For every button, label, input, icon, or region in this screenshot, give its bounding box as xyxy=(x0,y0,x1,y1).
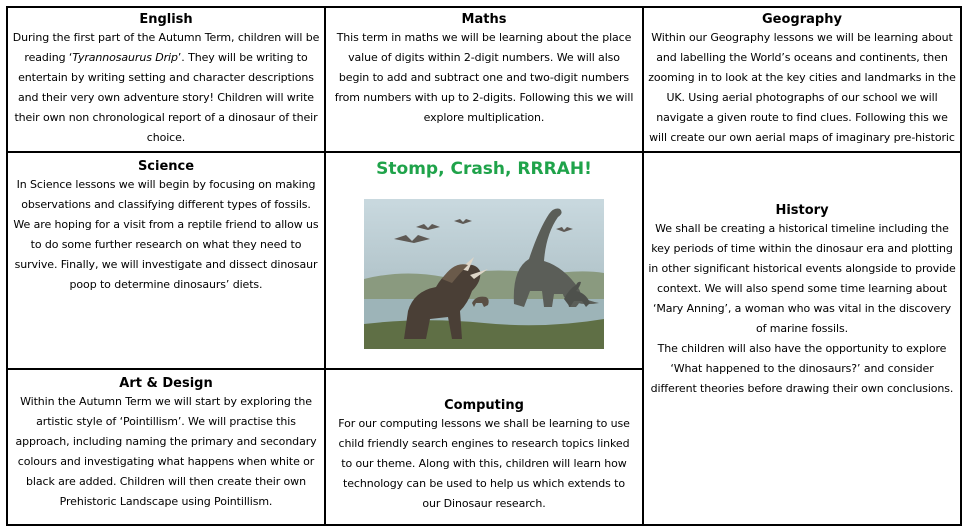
english-text-part1: During the first part of the Autumn Term, children will be reading ‘ xyxy=(12,31,320,64)
maths-text: This term in maths we will be learning about the place value of digits within 2-digit numbers. We will also begin to add and subtract one and two-digit numbers from numbers with up to 2-digits. Following this we will explore multiplication. xyxy=(334,31,634,124)
science-panel xyxy=(6,151,326,370)
english-text-part2: ’. They will be writing to entertain by writing setting and character descriptions and their very own adventure story! Children will write their own non chronological report of a dinosaur of their choice. xyxy=(14,51,318,144)
maths-panel xyxy=(324,6,644,153)
science-text: In Science lessons we will begin by focusing on making observations and classifying different types of fossils. We are hoping for a visit from a reptile friend to allow us to do some further research on what they need to survive. Finally, we will investigate and dissect dinosaur poop to determine dinosaurs’ diets. xyxy=(13,178,319,291)
computing-title: Computing xyxy=(444,398,524,413)
art-text: Within the Autumn Term we will start by exploring the artistic style of ‘Pointillism’. We will practise this approach, including naming the primary and secondary colours and investigating what happens when white or black are added. Children will then create their own Prehistoric Landscape using Pointillism. xyxy=(15,395,317,508)
art-panel xyxy=(6,368,326,526)
computing-text: For our computing lessons we shall be learning to use child friendly search engines to research topics linked to our theme. Along with this, children will learn how technology can be used to help us which extends to our Dinosaur research. xyxy=(338,417,630,510)
geography-panel xyxy=(642,6,962,153)
maths-title: Maths xyxy=(461,12,507,27)
geography-text: Within our Geography lessons we will be learning about and labelling the World’s oceans and continents, then zooming in to look at the key cities and landmarks in the UK. Using aerial photographs of our school we will navigate a given route to find clues. Following this we will create our own aerial maps of imaginary pre-historic xyxy=(648,31,956,144)
english-book-title: Tyrannosaurus Drip xyxy=(72,51,178,64)
english-title: English xyxy=(139,12,193,27)
history-text: We shall be creating a historical timeline including the key periods of time within the dinosaur era and plotting in other significant historical events alongside to provide context. We will also spend some time learning about ‘Mary Anning’, a woman who was vital in the discovery of marine fossils. xyxy=(648,222,956,335)
english-panel xyxy=(6,6,326,153)
english-text xyxy=(8,28,324,148)
geography-title: Geography xyxy=(762,12,842,27)
dinosaur-picture xyxy=(364,199,604,349)
computing-panel xyxy=(324,368,644,526)
science-title: Science xyxy=(137,159,195,174)
history-title: History xyxy=(775,203,829,218)
history-panel xyxy=(642,151,962,526)
history-text-2: The children will also have the opportunity to explore ‘What happened to the dinosaurs?’ and consider different theories before drawing their own conclusions. xyxy=(650,342,954,395)
theme-title: Stomp, Crash, RRRAH! xyxy=(376,159,592,179)
art-title: Art & Design xyxy=(119,376,213,391)
theme-panel xyxy=(324,151,644,370)
